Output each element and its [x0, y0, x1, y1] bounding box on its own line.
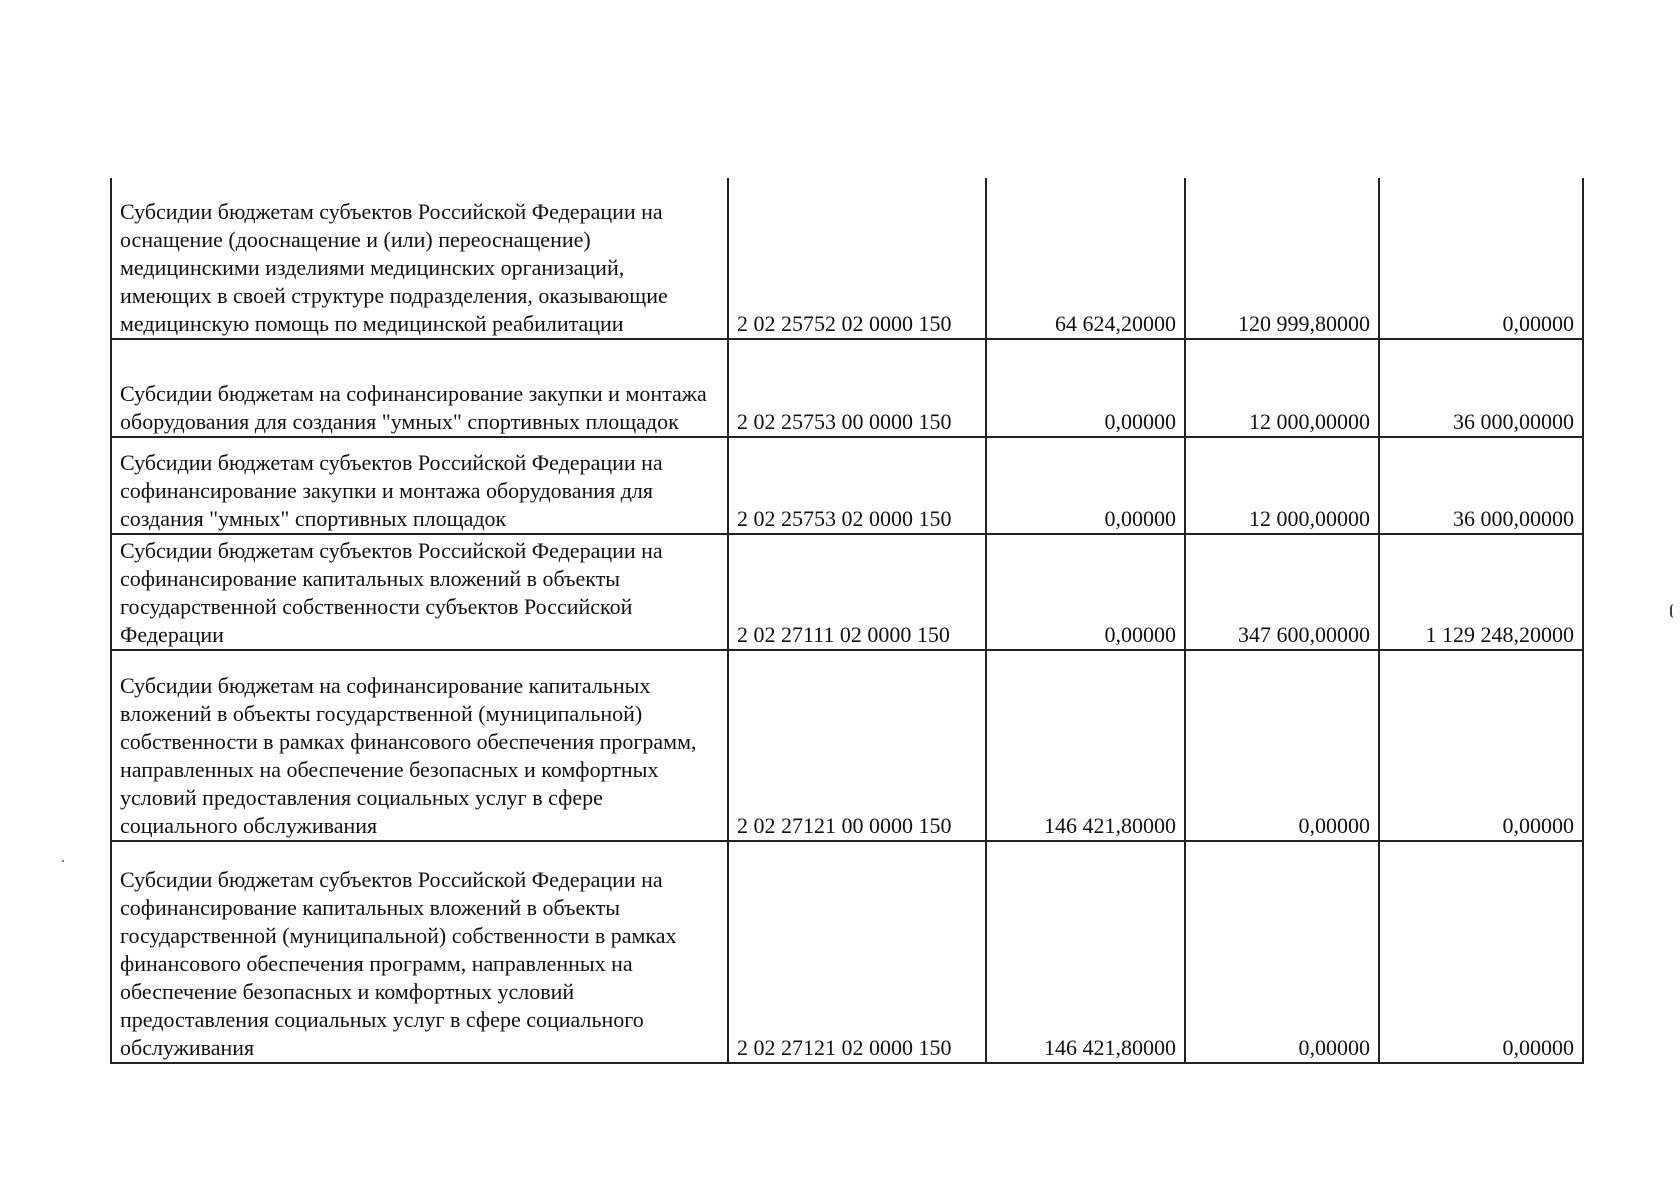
table-row: [111, 437, 1583, 534]
amount-value-1: 0,00000: [986, 534, 1185, 650]
budget-code: 2 02 27111 02 0000 150: [728, 534, 986, 650]
row-description: Субсидии бюджетам субъектов Российской Федерации на софинансирование закупки и монтажа оборудования для создания "умных" спортивных площадок: [111, 437, 728, 534]
row-description: Субсидии бюджетам субъектов Российской Федерации на софинансирование капитальных вложений в объекты государственной собственности субъектов Российской Федерации: [111, 534, 728, 650]
amount-value-1: 146 421,80000: [986, 650, 1185, 841]
row-description: Субсидии бюджетам на софинансирование капитальных вложений в объекты государственной (муниципальной) собственности в рамках финансового обеспечения программ, направленных на обеспечение безопасных и комфортных условий предоставления социальных услуг в сфере социального обслуживания: [111, 650, 728, 841]
table-row: [111, 534, 1583, 650]
amount-value-2: 12 000,00000: [1185, 437, 1379, 534]
table-row: [111, 650, 1583, 841]
budget-code: 2 02 27121 02 0000 150: [728, 841, 986, 1063]
amount-value-3: 1 129 248,20000: [1379, 534, 1583, 650]
table-row: [111, 339, 1583, 437]
amount-value-2: 0,00000: [1185, 650, 1379, 841]
amount-value-3: 0,00000: [1379, 178, 1583, 339]
row-description: Субсидии бюджетам субъектов Российской Федерации на оснащение (дооснащение и (или) переоснащение) медицинскими изделиями медицинских организаций, имеющих в своей структуре подразделения, оказывающие медицинскую помощь по медицинской реабилитации: [111, 178, 728, 339]
amount-value-1: 64 624,20000: [986, 178, 1185, 339]
amount-value-2: 12 000,00000: [1185, 339, 1379, 437]
budget-table: [110, 178, 1584, 1064]
table-row: [111, 841, 1583, 1063]
amount-value-2: 347 600,00000: [1185, 534, 1379, 650]
scan-artifact-mark: [1670, 604, 1676, 618]
amount-value-1: 0,00000: [986, 339, 1185, 437]
scan-artifact-dot: [62, 860, 64, 862]
amount-value-1: 0,00000: [986, 437, 1185, 534]
budget-code: 2 02 25753 02 0000 150: [728, 437, 986, 534]
amount-value-3: 36 000,00000: [1379, 437, 1583, 534]
amount-value-2: 120 999,80000: [1185, 178, 1379, 339]
row-description: Субсидии бюджетам субъектов Российской Федерации на софинансирование капитальных вложений в объекты государственной (муниципальной) собственности в рамках финансового обеспечения программ, направленных на обеспечение безопасных и комфортных условий предоставления социальных услуг в сфере социального обслуживания: [111, 841, 728, 1063]
amount-value-3: 36 000,00000: [1379, 339, 1583, 437]
amount-value-3: 0,00000: [1379, 841, 1583, 1063]
amount-value-3: 0,00000: [1379, 650, 1583, 841]
amount-value-1: 146 421,80000: [986, 841, 1185, 1063]
budget-table-body: [111, 178, 1583, 1063]
budget-code: 2 02 25753 00 0000 150: [728, 339, 986, 437]
budget-code: 2 02 25752 02 0000 150: [728, 178, 986, 339]
row-description: Субсидии бюджетам на софинансирование закупки и монтажа оборудования для создания "умных" спортивных площадок: [111, 339, 728, 437]
table-row: [111, 178, 1583, 339]
budget-code: 2 02 27121 00 0000 150: [728, 650, 986, 841]
amount-value-2: 0,00000: [1185, 841, 1379, 1063]
